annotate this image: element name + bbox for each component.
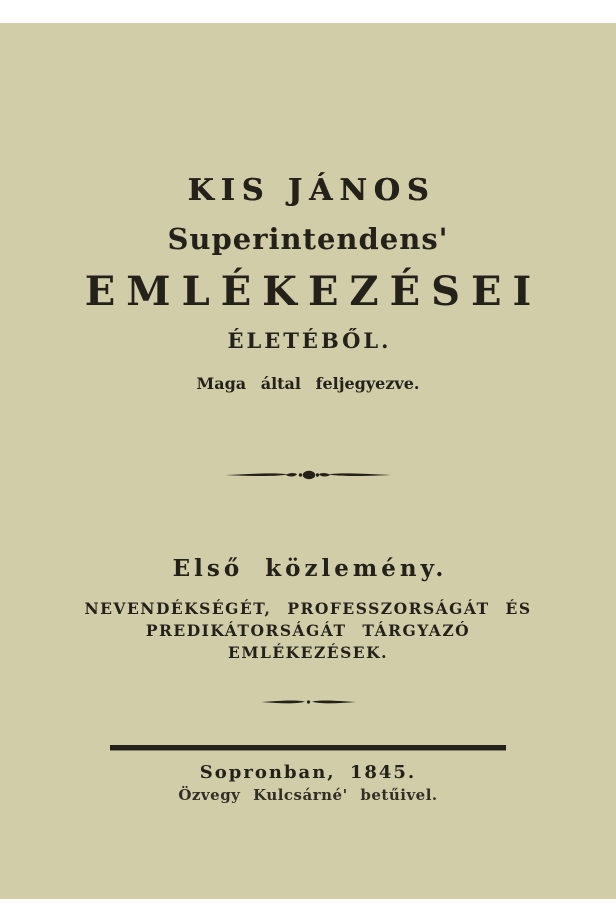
author-name: KIS JÁNOS — [187, 173, 436, 208]
section-description — [0, 598, 616, 664]
imprint-place-year: Sopronban, 1845. — [199, 762, 417, 783]
swelled-rule-divider-icon — [0, 467, 616, 486]
section-description-line-2: PREDIKÁTORSÁGÁT TÁRGYAZÓ — [145, 621, 471, 640]
imprint-printer: Özvegy Kulcsárné' betűivel. — [178, 786, 438, 804]
section-description-line-3: EMLÉKEZÉSEK. — [228, 643, 388, 662]
book-subtitle: ÉLETÉBŐL. — [227, 328, 392, 353]
book-title: EMLÉKEZÉSEI — [84, 268, 543, 315]
author-role: Superintendens' — [167, 222, 449, 256]
section-description-line-1: NEVENDÉKSÉGÉT, PROFESSZORSÁGÁT ÉS — [84, 599, 532, 618]
imprint-separator-rule — [110, 745, 506, 750]
section-heading: Első közlemény. — [172, 555, 448, 582]
small-swelled-rule-divider-icon — [0, 696, 616, 715]
book-page — [0, 23, 616, 899]
author-note: Maga által feljegyezve. — [196, 374, 420, 393]
